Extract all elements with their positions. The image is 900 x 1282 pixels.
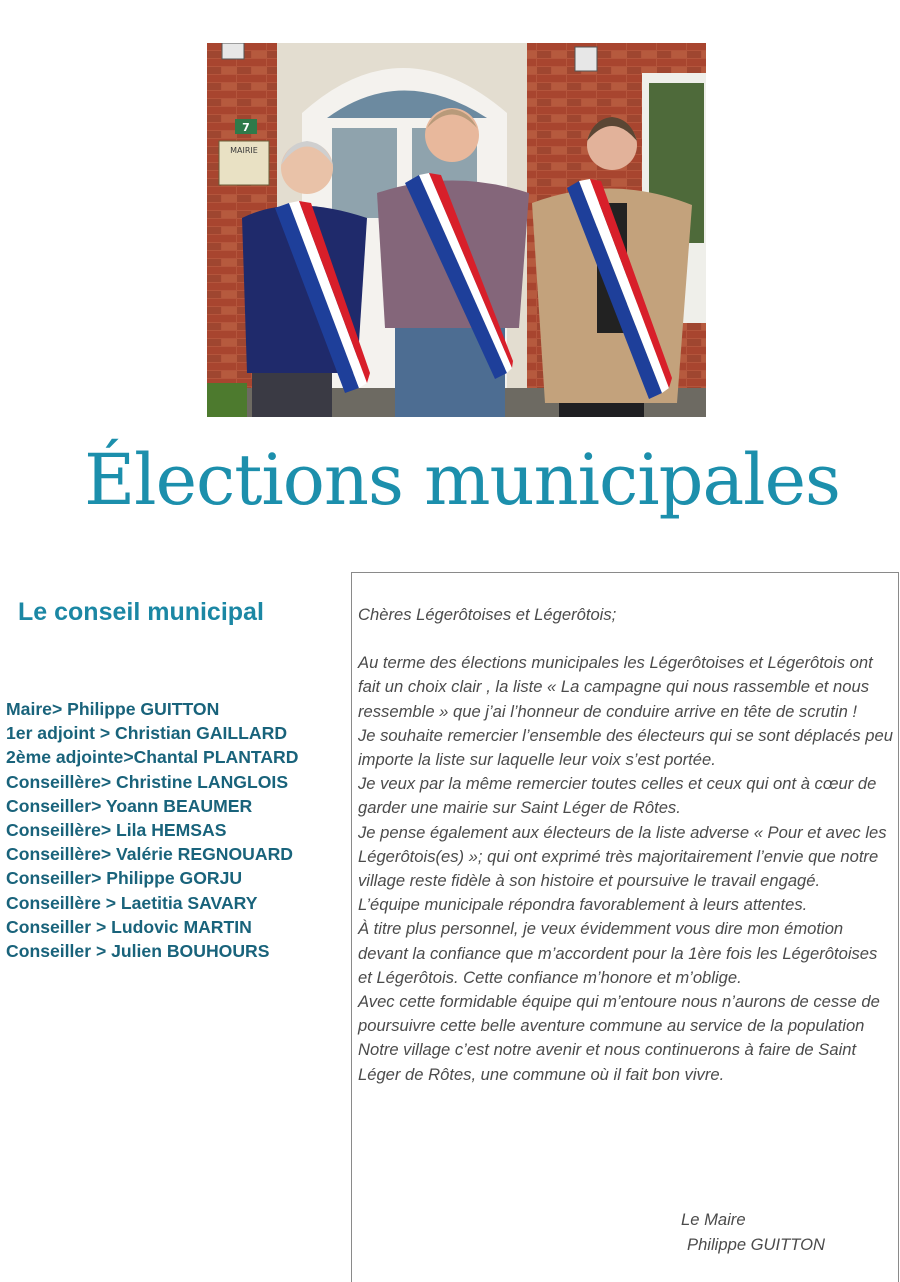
council-member: Conseiller> Yoann BEAUMER bbox=[6, 795, 253, 816]
letter-paragraph: Je souhaite remercier l’ensemble des électeurs qui se sont déplacés peu importe la liste sur laquelle leur voix s’est portée. bbox=[358, 725, 893, 770]
council-member: Conseillère > Laetitia SAVARY bbox=[6, 892, 258, 913]
letter-paragraph: À titre plus personnel, je veux évidemment vous dire mon émotion devant la confiance que m’accordent pour la 1ère fois les Légerôtoises et Légerôtois. Cette confiance m’honore et m’oblige. bbox=[358, 919, 878, 987]
council-member-list bbox=[6, 697, 298, 963]
council-member: Conseiller> Philippe GORJU bbox=[6, 868, 243, 889]
letter-signature bbox=[681, 1208, 825, 1257]
council-photo bbox=[207, 43, 706, 417]
council-member: Conseillère> Christine LANGLOIS bbox=[6, 771, 289, 792]
mairie-sign-text: MAIRIE bbox=[230, 146, 258, 155]
letter-greeting: Chères Légerôtoises et Légerôtois; bbox=[358, 605, 617, 624]
letter-paragraph: L’équipe municipale répondra favorablement à leurs attentes. bbox=[358, 895, 808, 915]
letter-paragraph: Notre village c’est notre avenir et nous continuerons à faire de Saint Léger de Rôtes, une commune où il fait bon vivre. bbox=[358, 1040, 857, 1084]
letter-paragraph: Je pense également aux électeurs de la liste adverse « Pour et avec les Légerôtois(es) »; qui ont exprimé très majoritairement l’envie que notre village reste fidèle à son histoire et poursuive le travail engagé. bbox=[358, 822, 887, 891]
letter-paragraph: Au terme des élections municipales les Légerôtoises et Légerôtois ont fait un choix clair , la liste « La campagne qui nous rassemble et nous ressemble » que j’ai l’honneur de conduire arrive en tête de scrutin ! bbox=[358, 653, 873, 721]
council-member: Conseiller > Ludovic MARTIN bbox=[6, 916, 252, 937]
letter-paragraph: Avec cette formidable équipe qui m’entoure nous n’aurons de cesse de poursuivre cette belle aventure commune au service de la population bbox=[358, 992, 880, 1036]
council-member: Conseiller > Julien BOUHOURS bbox=[6, 941, 270, 962]
page-title: Élections municipales bbox=[84, 439, 840, 521]
signature-name: Philippe GUITTON bbox=[687, 1234, 826, 1254]
council-member: Conseillère> Lila HEMSAS bbox=[6, 820, 227, 841]
council-member: 2ème adjointe>Chantal PLANTARD bbox=[6, 747, 299, 768]
council-heading: Le conseil municipal bbox=[18, 598, 264, 626]
council-photo-drawing bbox=[207, 43, 706, 417]
council-member: Conseillère> Valérie REGNOUARD bbox=[6, 844, 293, 865]
mayor-letter bbox=[358, 603, 893, 1087]
letter-paragraph: Je veux par la même remercier toutes celles et ceux qui ont à cœur de garder une mairie sur Saint Léger de Rôtes. bbox=[358, 774, 877, 818]
house-number: 7 bbox=[242, 121, 250, 134]
signature-title: Le Maire bbox=[681, 1210, 746, 1229]
council-member: 1er adjoint > Christian GAILLARD bbox=[6, 723, 288, 744]
council-member: Maire> Philippe GUITTON bbox=[6, 699, 220, 719]
